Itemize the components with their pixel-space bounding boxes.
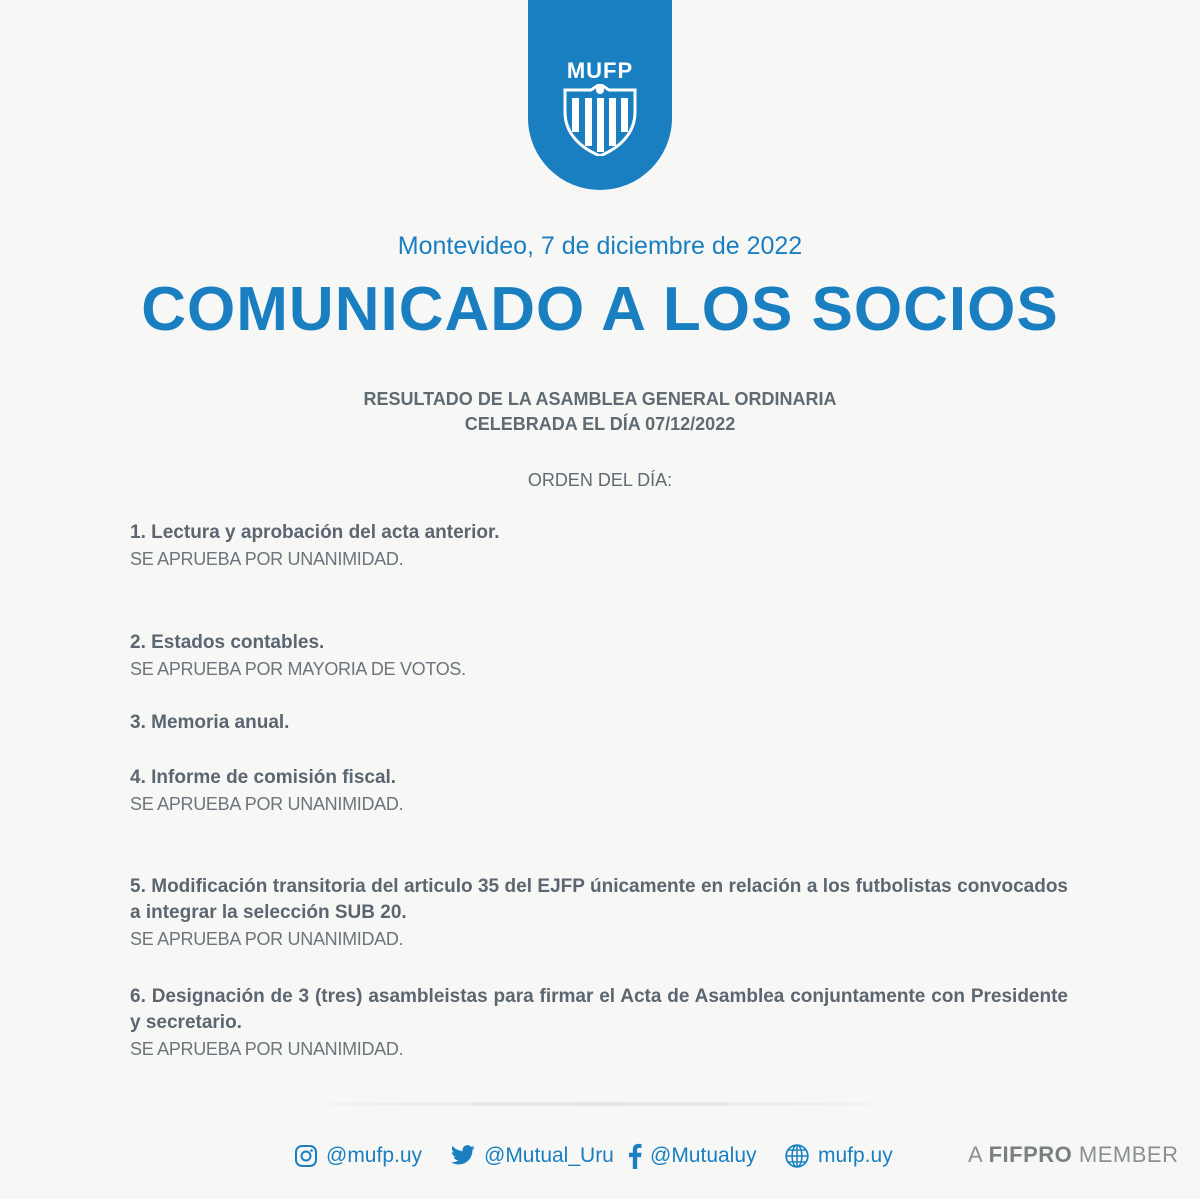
website-link[interactable] [784,1138,893,1174]
agenda-item-result: SE APRUEBA POR UNANIMIDAD. [130,794,404,814]
agenda-item-3 [130,710,1068,765]
facebook-icon [628,1143,642,1169]
instagram-link[interactable] [294,1138,422,1174]
subtitle-line-2: CELEBRADA EL DÍA 07/12/2022 [464,414,736,434]
twitter-handle: @Mutual_Uru [484,1144,614,1167]
agenda-item-result: SE APRUEBA POR MAYORIA DE VOTOS. [130,659,466,679]
agenda-item-title: 6. Designación de 3 (tres) asambleistas para firmar el Acta de Asamblea conjuntamente con Presidente y secretario. [130,986,1068,1033]
agenda-item-result: SE APRUEBA POR UNANIMIDAD. [130,1039,404,1059]
footer-divider [260,1101,940,1107]
instagram-handle: @mufp.uy [326,1144,423,1167]
agenda-item-4 [130,765,1068,874]
member-suffix: MEMBER [1078,1142,1179,1167]
facebook-handle: @Mutualuy [650,1144,757,1167]
agenda-item-5 [130,874,1068,984]
agenda-item-result: SE APRUEBA POR UNANIMIDAD. [130,929,404,949]
agenda-item-result: SE APRUEBA POR UNANIMIDAD. [130,549,404,569]
shield-icon [561,84,639,156]
page-title: COMUNICADO A LOS SOCIOS [141,275,1059,344]
website-url: mufp.uy [818,1144,893,1167]
agenda-item-title: 2. Estados contables. [130,632,325,653]
member-prefix: A [968,1142,982,1167]
agenda-item-2 [130,630,1068,710]
agenda-list [130,520,1068,1062]
logo-text: MUFP [566,58,634,83]
footer [0,1138,1200,1174]
twitter-icon [450,1145,476,1167]
agenda-item-title: 5. Modificación transitoria del articulo 35 del EJFP únicamente en relación a los futbolistas convocados a integrar la selección SUB 20. [130,876,1068,923]
subtitle [0,387,1200,437]
facebook-link[interactable] [628,1138,757,1174]
place-date: Montevideo, 7 de diciembre de 2022 [397,232,803,260]
subtitle-line-1: RESULTADO DE LA ASAMBLEA GENERAL ORDINARIA [363,389,837,409]
agenda-item-6 [130,984,1068,1062]
agenda-item-1 [130,520,1068,630]
fifpro-member-badge [968,1142,1178,1168]
agenda-item-title: 3. Memoria anual. [130,712,290,733]
globe-icon [784,1143,810,1169]
instagram-icon [294,1144,318,1168]
agenda-item-title: 4. Informe de comisión fiscal. [130,767,397,788]
agenda-item-title: 1. Lectura y aprobación del acta anterior. [130,522,500,543]
agenda-heading: ORDEN DEL DÍA: [527,470,673,490]
twitter-link[interactable] [450,1138,614,1174]
member-brand: FIFPRO [988,1142,1073,1167]
